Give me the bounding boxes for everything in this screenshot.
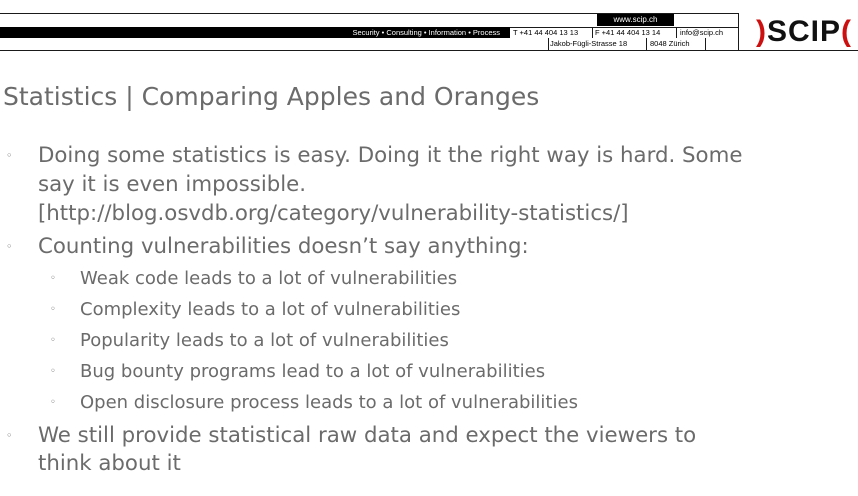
header-band [0, 0, 858, 54]
sub-bullet-marker: ◦ [50, 273, 56, 284]
sub-bullet-marker: ◦ [50, 397, 56, 408]
header-website[interactable]: www.scip.ch [597, 14, 674, 26]
sub-bullet-item [0, 295, 858, 325]
logo-word: SCIP [767, 15, 842, 48]
sub-bullet-text: Popularity leads to a lot of vulnerabilities [80, 330, 449, 351]
header-box-edge [738, 13, 739, 51]
sub-bullet-item [0, 357, 858, 387]
header-city: 8048 Zürich [650, 39, 690, 48]
header-separator [548, 38, 549, 50]
bullet-line: Counting vulnerabilities doesn’t say anything: [38, 234, 529, 259]
logo-left-paren: ) [756, 15, 767, 48]
bullet-line: We still provide statistical raw data and expect the viewers to [38, 423, 697, 448]
header-separator [646, 38, 647, 50]
sub-bullet-text: Complexity leads to a lot of vulnerabilities [80, 299, 461, 320]
header-fax: F +41 44 404 13 14 [595, 28, 661, 37]
sub-bullet-item [0, 326, 858, 356]
bullet-line: Doing some statistics is easy. Doing it the right way is hard. Some [38, 143, 743, 168]
sub-bullet-marker: ◦ [50, 304, 56, 315]
bullet-marker: ◦ [6, 429, 13, 442]
bullet-line: think about it [38, 451, 181, 476]
header-bottom-rule [0, 50, 858, 51]
bullet-marker: ◦ [6, 149, 13, 162]
logo-right-paren: ( [841, 15, 853, 48]
header-phone: T +41 44 404 13 13 [513, 28, 579, 37]
bullet-item [0, 233, 858, 261]
sub-bullet-text: Weak code leads to a lot of vulnerabilities [80, 268, 458, 289]
header-street: Jakob-Fügli-Strasse 18 [550, 39, 628, 48]
sub-bullet-marker: ◦ [50, 335, 56, 346]
bullet-item [0, 142, 858, 228]
header-tagline: Security • Consulting • Information • Process [352, 28, 500, 37]
header-email[interactable]: info@scip.ch [680, 28, 724, 37]
slide-title: Statistics | Comparing Apples and Oranges [3, 82, 540, 111]
scip-logo [756, 14, 852, 50]
bullet-line: say it is even impossible. [38, 172, 307, 197]
sub-bullet-marker: ◦ [50, 366, 56, 377]
sub-bullet-item [0, 264, 858, 294]
sub-bullet-text: Open disclosure process leads to a lot of vulnerabilities [80, 392, 578, 413]
header-tagline-bar [0, 27, 510, 38]
sub-bullet-text: Bug bounty programs lead to a lot of vulnerabilities [80, 361, 546, 382]
header-address [550, 39, 627, 49]
header-separator [676, 27, 677, 38]
bullet-line-link[interactable]: [http://blog.osvdb.org/category/vulnerability-statistics/] [38, 201, 629, 226]
header-separator [705, 38, 706, 50]
header-separator [592, 27, 593, 38]
bullet-marker: ◦ [6, 240, 13, 253]
sub-bullet-item [0, 388, 858, 418]
bullet-item [0, 422, 858, 480]
